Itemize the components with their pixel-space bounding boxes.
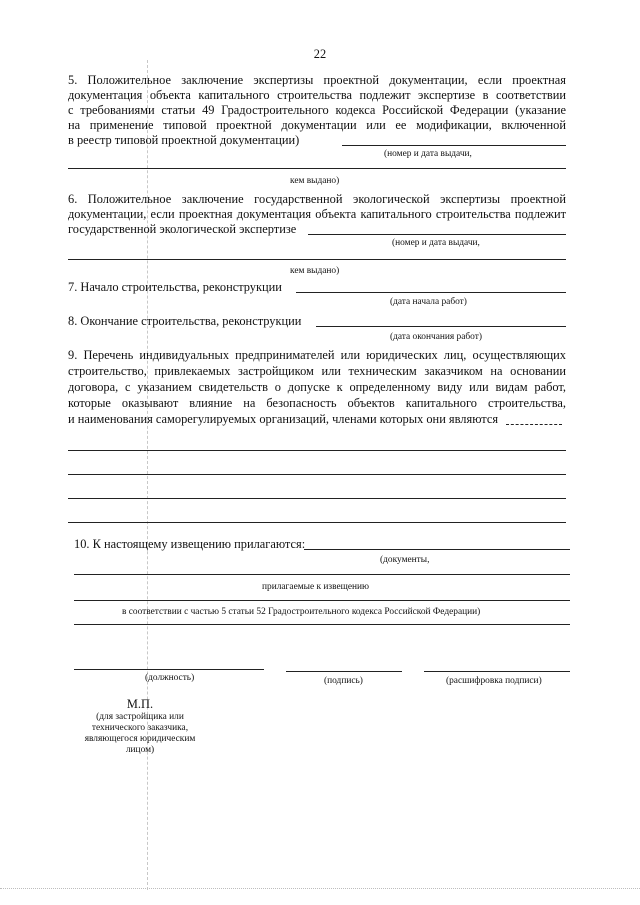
item10-label: 10. К настоящему извещению прилагаются: [74, 537, 306, 551]
signature-fill-line[interactable] [286, 671, 402, 672]
item9-line-1: 9. Перечень индивидуальных предпринимателей или юридических лиц, осуществляющих [68, 348, 566, 362]
stamp-note-line-4: лицом) [125, 745, 155, 755]
item8-fill-line[interactable] [316, 326, 566, 327]
item6-fill-line-1[interactable] [308, 234, 566, 235]
item6-last-line: государственной экологической экспертизе [68, 222, 297, 236]
stamp-label: М.П. [126, 697, 154, 711]
signature-decode-caption: (расшифровка подписи) [446, 676, 542, 686]
item7-caption: (дата начала работ) [390, 297, 467, 307]
item8-caption: (дата окончания работ) [390, 332, 482, 342]
item5-line-1: 5. Положительное заключение экспертизы проектной документации, если проектная [68, 73, 566, 87]
item9-fill-line-2[interactable] [68, 474, 566, 475]
item9-last-line: и наименования саморегулируемых организаций, членами которых они являются [68, 412, 499, 426]
item9-line-3: договора, с указанием свидетельств о допуске к определенному виду или видам работ, [68, 380, 566, 394]
item10-caption-documents: (документы, [380, 555, 430, 565]
stamp-note-line-1: (для застройщика или [96, 712, 184, 722]
stamp-note-line-2: технического заказчика, [91, 723, 189, 733]
position-caption: (должность) [145, 673, 195, 683]
item6-line-2: документации, если проектная документация объекта капитального строительства подлежит [68, 207, 566, 221]
item10-fill-line-1[interactable] [304, 549, 570, 550]
item6-fill-line-2[interactable] [68, 259, 566, 260]
position-fill-line[interactable] [74, 669, 264, 670]
item9-fill-line-3[interactable] [68, 498, 566, 499]
item5-line-4: на применение типовой проектной документации или ее модификации, включенной [68, 118, 566, 132]
item10-fill-line-2[interactable] [74, 574, 570, 575]
item6-caption-issuer: кем выдано) [290, 266, 340, 276]
signature-caption: (подпись) [324, 676, 363, 686]
item5-caption-number-date: (номер и дата выдачи, [384, 149, 472, 159]
item6-line-1: 6. Положительное заключение государственной экологической экспертизы проектной [68, 192, 566, 206]
item6-caption-number-date: (номер и дата выдачи, [392, 238, 480, 248]
item5-line-3: с требованиями статьи 49 Градостроительного кодекса Российской Федерации (указание [68, 103, 566, 117]
scan-fold-line [147, 60, 149, 890]
item9-fill-line-4[interactable] [68, 522, 566, 523]
signature-decode-fill-line[interactable] [424, 671, 570, 672]
item10-caption-article: в соответствии с частью 5 статьи 52 Градостроительного кодекса Российской Федерации) [122, 607, 481, 617]
item7-fill-line[interactable] [296, 292, 566, 293]
item10-fill-line-4[interactable] [74, 624, 570, 625]
item5-caption-issuer: кем выдано) [290, 176, 340, 186]
item9-fill-line-1[interactable] [68, 450, 566, 451]
item7-label: 7. Начало строительства, реконструкции [68, 280, 282, 294]
item8-label: 8. Окончание строительства, реконструкции [68, 314, 302, 328]
stamp-note-line-3: являющегося юридическим [84, 734, 196, 744]
scan-edge-artifact [0, 888, 640, 889]
item5-fill-line-2[interactable] [68, 168, 566, 169]
item9-fill-line-0[interactable] [506, 424, 562, 425]
item5-fill-line-1[interactable] [342, 145, 566, 146]
item10-fill-line-3[interactable] [74, 600, 570, 601]
item5-last-line: в реестр типовой проектной документации) [68, 133, 300, 147]
item9-line-2: строительство, привлекаемых застройщиком или техническим заказчиком на основании [68, 364, 566, 378]
item9-line-4: которые оказывают влияние на безопасность объектов капитального строительства, [68, 396, 566, 410]
item10-caption-attached: прилагаемые к извещению [262, 582, 370, 592]
page-number: 22 [313, 47, 327, 61]
item5-line-2: документация объекта капитального строительства подлежит экспертизе в соответствии [68, 88, 566, 102]
